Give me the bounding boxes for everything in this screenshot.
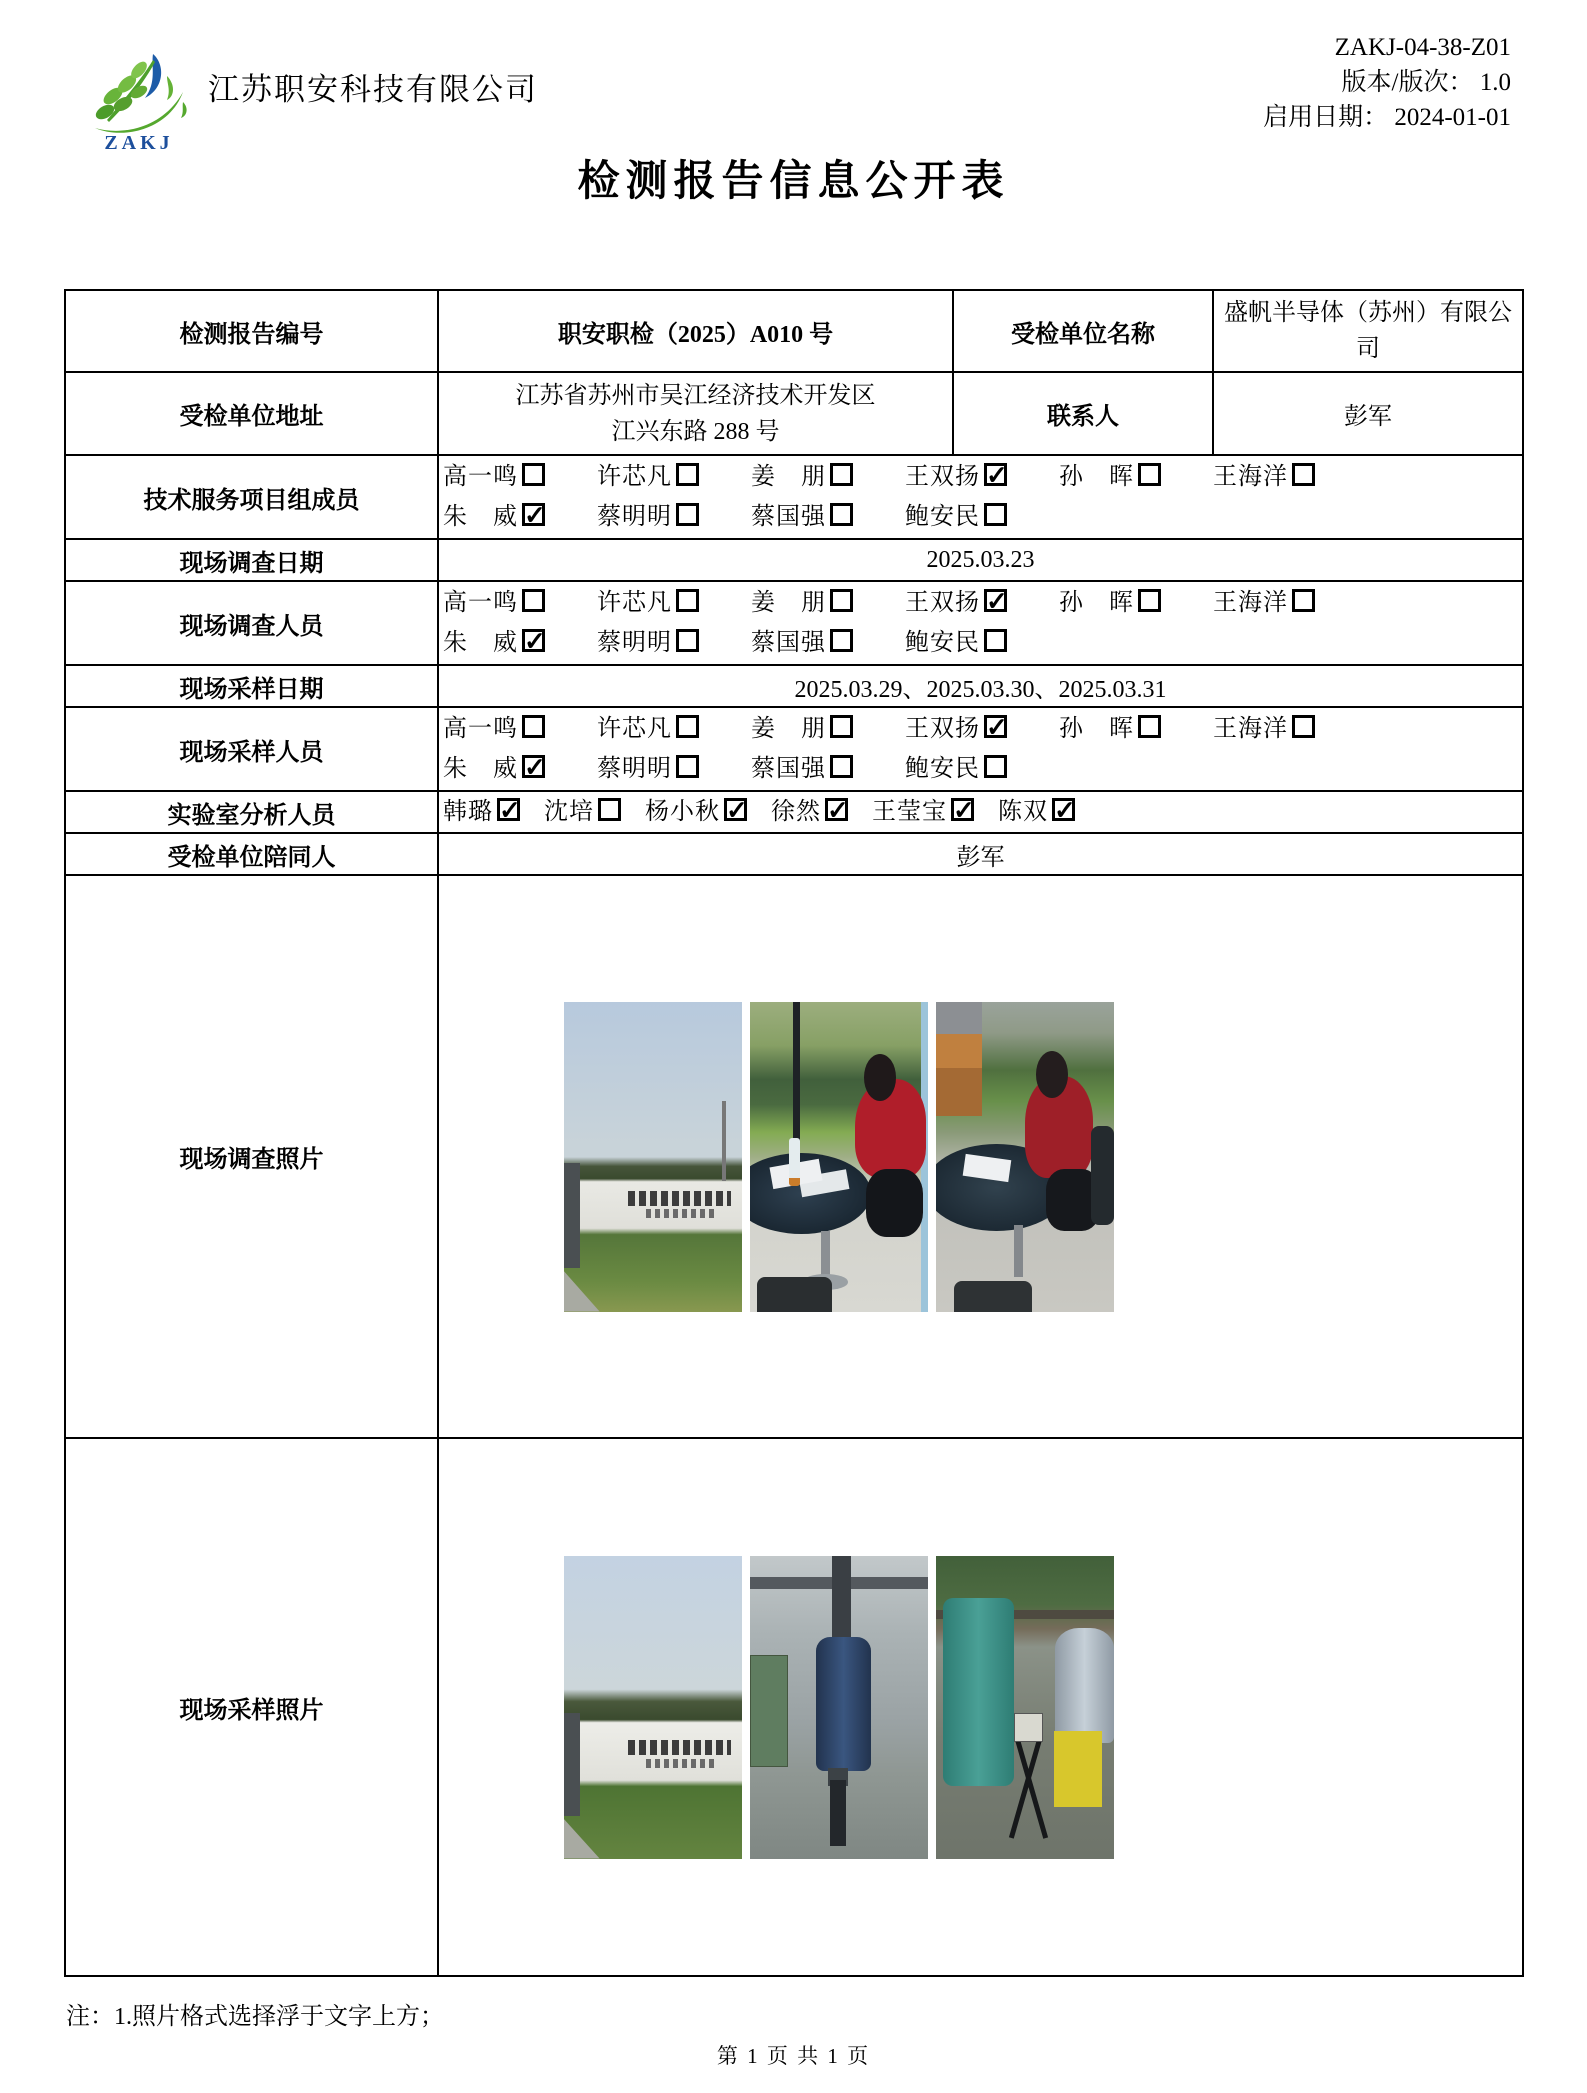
tech-team-members <box>438 455 1523 539</box>
member-checkbox[interactable] <box>951 798 974 821</box>
photo-tripod-leg <box>1014 1739 1048 1839</box>
footnote: 注：1.照片格式选择浮于文字上方； <box>66 2004 444 2030</box>
lab-team-label: 实验室分析人员 <box>65 791 438 833</box>
member-name: 鲍安民 <box>905 504 980 530</box>
photo-sampling-device <box>1014 1713 1043 1742</box>
member <box>872 792 974 832</box>
sampling-photos-label: 现场采样照片 <box>65 1438 438 1976</box>
member-name: 蔡明明 <box>597 630 672 656</box>
table-row <box>65 539 1523 581</box>
photo-navy-tank <box>816 1637 871 1770</box>
member-checkbox[interactable] <box>830 715 853 738</box>
survey-team-members <box>438 581 1523 665</box>
photo-tripod-leg <box>1009 1739 1043 1839</box>
photo-table-leg <box>1014 1225 1023 1278</box>
member-name: 鲍安民 <box>905 756 980 782</box>
photo-vending-machine <box>936 1002 982 1117</box>
photo-pipe <box>832 1556 852 1647</box>
member-name: 孙 晖 <box>1059 590 1134 616</box>
member-checkbox[interactable] <box>598 798 621 821</box>
member <box>597 709 699 749</box>
client-name-label: 受检单位名称 <box>953 290 1213 372</box>
member-checkbox[interactable] <box>1292 715 1315 738</box>
member-checkbox[interactable] <box>676 629 699 652</box>
company-name: 江苏职安科技有限公司 <box>208 72 538 107</box>
logo-text: ZAKJ <box>104 132 174 154</box>
table-row <box>65 1438 1523 1976</box>
page-title: 检测报告信息公开表 <box>577 159 1010 205</box>
member <box>751 623 853 663</box>
member-name: 许芯凡 <box>597 464 672 490</box>
lab-team-members <box>438 791 1523 833</box>
sampling-team-label: 现场采样人员 <box>65 707 438 791</box>
photo-person-hair <box>864 1054 896 1101</box>
member <box>645 792 747 832</box>
member-name: 王海洋 <box>1213 590 1288 616</box>
member-checkbox[interactable] <box>676 755 699 778</box>
member-name: 姜 朋 <box>751 464 826 490</box>
doc-code: ZAKJ-04-38-Z01 <box>1334 34 1511 61</box>
photo-sign-text <box>628 1191 731 1207</box>
photo-outdoor-sampling <box>936 1556 1114 1859</box>
member <box>597 749 699 789</box>
member-checkbox[interactable] <box>1052 798 1075 821</box>
member-name: 朱 威 <box>443 630 518 656</box>
table-row <box>65 455 1523 539</box>
member <box>751 749 853 789</box>
member-name: 高一鸣 <box>443 716 518 742</box>
photo-chair <box>1091 1126 1114 1225</box>
photo-indoor-interview-2 <box>936 1002 1114 1312</box>
photo-factory-entrance-sign <box>564 1002 742 1312</box>
table-row <box>65 707 1523 791</box>
photo-silver-tank <box>1055 1628 1114 1743</box>
member-checkbox[interactable] <box>830 463 853 486</box>
member-checkbox[interactable] <box>1138 463 1161 486</box>
member-checkbox[interactable] <box>1138 715 1161 738</box>
member-name: 姜 朋 <box>751 590 826 616</box>
member-name: 王双扬 <box>905 464 980 490</box>
photo-instrument <box>830 1780 846 1847</box>
photo-chair <box>954 1281 1032 1312</box>
member <box>443 497 545 537</box>
member-checkbox[interactable] <box>830 755 853 778</box>
member-line <box>443 583 1518 623</box>
member-name: 杨小秋 <box>645 799 720 825</box>
member-name: 王海洋 <box>1213 716 1288 742</box>
sampling-photos-cell <box>438 1438 1523 1976</box>
survey-photos-label: 现场调查照片 <box>65 875 438 1438</box>
member-name: 蔡国强 <box>751 630 826 656</box>
member-checkbox[interactable] <box>724 798 747 821</box>
member-name: 蔡明明 <box>597 756 672 782</box>
address-line-1: 江苏省苏州市吴江经济技术开发区 <box>515 382 876 409</box>
photo-table-leg <box>821 1231 830 1278</box>
member <box>1213 457 1315 497</box>
photo-green-cabinet <box>750 1655 788 1766</box>
member <box>544 792 621 832</box>
member <box>905 497 1007 537</box>
document-meta <box>1263 30 1511 135</box>
table-row <box>65 791 1523 833</box>
member-checkbox[interactable] <box>984 503 1007 526</box>
member-checkbox[interactable] <box>522 589 545 612</box>
report-info-table <box>64 289 1524 1977</box>
member <box>751 457 853 497</box>
tech-team-label: 技术服务项目组成员 <box>65 455 438 539</box>
photo-flag-pole <box>722 1101 726 1182</box>
member <box>1059 457 1161 497</box>
member <box>1213 709 1315 749</box>
member <box>751 497 853 537</box>
table-row <box>65 665 1523 707</box>
photo-person-skirt <box>866 1169 923 1237</box>
member-checkbox[interactable] <box>522 715 545 738</box>
company-logo <box>80 40 198 162</box>
member <box>597 457 699 497</box>
member-name: 王海洋 <box>1213 464 1288 490</box>
member-checkbox[interactable] <box>676 715 699 738</box>
member-name: 姜 朋 <box>751 716 826 742</box>
survey-date-label: 现场调查日期 <box>65 539 438 581</box>
member-name: 徐然 <box>771 799 821 825</box>
escort-label: 受检单位陪同人 <box>65 833 438 875</box>
sampling-date-label: 现场采样日期 <box>65 665 438 707</box>
member-checkbox[interactable] <box>830 503 853 526</box>
photo-yellow-container <box>1054 1731 1102 1807</box>
member <box>905 709 1007 749</box>
photo-sign-subtext <box>646 1209 717 1218</box>
member-name: 蔡国强 <box>751 756 826 782</box>
survey-team-label: 现场调查人员 <box>65 581 438 665</box>
survey-photos-cell <box>438 875 1523 1438</box>
address-line-2: 江兴东路 288 号 <box>611 418 780 445</box>
survey-date-value: 2025.03.23 <box>438 539 1523 581</box>
member <box>905 623 1007 663</box>
photo-gate-pillar <box>564 1163 580 1268</box>
member-line <box>443 749 1518 789</box>
client-name-value: 盛帆半导体（苏州）有限公司 <box>1213 290 1523 372</box>
member-checkbox[interactable] <box>676 463 699 486</box>
doc-effective-date: 启用日期： 2024-01-01 <box>1263 104 1511 131</box>
member-name: 高一鸣 <box>443 590 518 616</box>
member-checkbox[interactable] <box>522 503 545 526</box>
member-name: 朱 威 <box>443 504 518 530</box>
member-name: 许芯凡 <box>597 590 672 616</box>
photo-boiler-room <box>750 1556 928 1859</box>
photo-walkway <box>564 1819 600 1858</box>
member-checkbox[interactable] <box>1292 463 1315 486</box>
page-number: 第 1 页 共 1 页 <box>716 2044 871 2068</box>
member-line <box>443 457 1518 497</box>
photo-walkway <box>564 1271 600 1311</box>
member <box>443 623 545 663</box>
member-name: 孙 晖 <box>1059 464 1134 490</box>
sampling-team-members <box>438 707 1523 791</box>
table-row <box>65 875 1523 1438</box>
member-checkbox[interactable] <box>984 589 1007 612</box>
leaf-logo-icon <box>83 40 195 136</box>
member-name: 朱 威 <box>443 756 518 782</box>
sampling-date-value: 2025.03.29、2025.03.30、2025.03.31 <box>438 665 1523 707</box>
member <box>443 457 545 497</box>
member <box>998 792 1075 832</box>
member-name: 高一鸣 <box>443 464 518 490</box>
member <box>1059 709 1161 749</box>
photo-sign-text <box>628 1740 731 1755</box>
client-address-label: 受检单位地址 <box>65 372 438 455</box>
photo-bottle <box>789 1138 800 1186</box>
member-name: 王莹宝 <box>872 799 947 825</box>
client-address-value <box>438 372 953 455</box>
member-checkbox[interactable] <box>825 798 848 821</box>
member-name: 蔡国强 <box>751 504 826 530</box>
photo-sign-subtext <box>646 1759 717 1768</box>
member-checkbox[interactable] <box>984 715 1007 738</box>
member <box>597 583 699 623</box>
member-line <box>443 792 1518 832</box>
table-row <box>65 372 1523 455</box>
member-name: 沈培 <box>544 799 594 825</box>
member-name: 王双扬 <box>905 590 980 616</box>
photo-factory-entrance-sign <box>564 1556 742 1859</box>
member <box>751 709 853 749</box>
member-name: 陈双 <box>998 799 1048 825</box>
member-checkbox[interactable] <box>676 589 699 612</box>
member-name: 许芯凡 <box>597 716 672 742</box>
photo-person-hair <box>1036 1051 1068 1098</box>
doc-version: 版本/版次： 1.0 <box>1341 69 1511 96</box>
member <box>443 583 545 623</box>
report-number-value: 职安职检（2025）A010 号 <box>438 290 953 372</box>
member-checkbox[interactable] <box>497 798 520 821</box>
photo-chair <box>757 1277 832 1311</box>
member-checkbox[interactable] <box>830 589 853 612</box>
escort-value: 彭军 <box>438 833 1523 875</box>
member <box>443 792 520 832</box>
member-checkbox[interactable] <box>984 629 1007 652</box>
table-row <box>65 290 1523 372</box>
table-row <box>65 581 1523 665</box>
member <box>1059 583 1161 623</box>
member <box>751 583 853 623</box>
member-line <box>443 497 1518 537</box>
member <box>771 792 848 832</box>
member-name: 孙 晖 <box>1059 716 1134 742</box>
photo-indoor-interview-1 <box>750 1002 928 1312</box>
member-checkbox[interactable] <box>830 629 853 652</box>
member <box>905 749 1007 789</box>
contact-value: 彭军 <box>1213 372 1523 455</box>
member-checkbox[interactable] <box>1138 589 1161 612</box>
report-number-label: 检测报告编号 <box>65 290 438 372</box>
member <box>443 709 545 749</box>
member-checkbox[interactable] <box>1292 589 1315 612</box>
member <box>905 457 1007 497</box>
member-checkbox[interactable] <box>676 503 699 526</box>
member-checkbox[interactable] <box>522 629 545 652</box>
member-name: 王双扬 <box>905 716 980 742</box>
member <box>597 497 699 537</box>
member <box>1213 583 1315 623</box>
photo-teal-tank <box>943 1598 1014 1786</box>
member <box>443 749 545 789</box>
contact-label: 联系人 <box>953 372 1213 455</box>
member <box>905 583 1007 623</box>
survey-photo-strip <box>564 1002 1518 1312</box>
table-row <box>65 833 1523 875</box>
member-name: 蔡明明 <box>597 504 672 530</box>
sampling-photo-strip <box>564 1556 1518 1859</box>
member-line <box>443 623 1518 663</box>
member-checkbox[interactable] <box>984 463 1007 486</box>
member-checkbox[interactable] <box>522 755 545 778</box>
member-name: 韩璐 <box>443 799 493 825</box>
member-checkbox[interactable] <box>984 755 1007 778</box>
member <box>597 623 699 663</box>
photo-gate-pillar <box>564 1713 580 1816</box>
member-name: 鲍安民 <box>905 630 980 656</box>
member-line <box>443 709 1518 749</box>
member-checkbox[interactable] <box>522 463 545 486</box>
